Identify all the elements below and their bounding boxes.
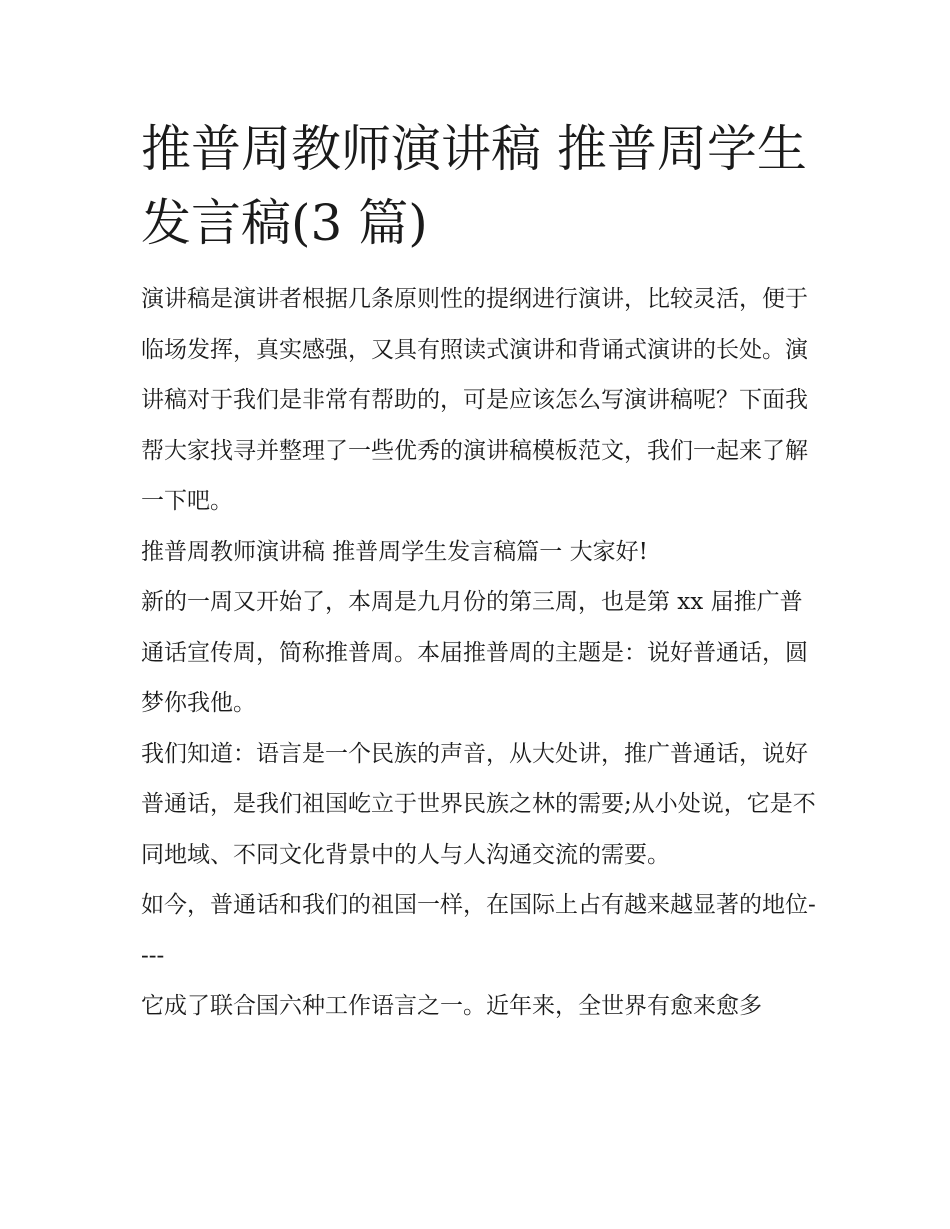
document-page bbox=[141, 112, 821, 1032]
title-line-1: 推普周教师演讲稿 推普周学生 bbox=[141, 120, 807, 178]
paragraph-week: 新的一周又开始了，本周是九月份的第三周，也是第 xx 届推广普通话宣传周，简称推普周。本届推普周的主题是：说好普通话，圆梦你我他。 bbox=[141, 589, 808, 716]
paragraph-language: 我们知道：语言是一个民族的声音，从大处讲，推广普通话，说好普通话，是我们祖国屹立于世界民族之林的需要;从小处说，它是不同地域、不同文化背景中的人与人沟通交流的需要。 bbox=[141, 740, 816, 868]
paragraph-greeting: 推普周教师演讲稿 推普周学生发言稿篇一 大家好! bbox=[141, 538, 648, 565]
paragraph-intro: 演讲稿是演讲者根据几条原则性的提纲进行演讲，比较灵活，便于临场发挥，真实感强，又具有照读式演讲和背诵式演讲的长处。演讲稿对于我们是非常有帮助的，可是应该怎么写演讲稿呢？下面我帮大家找寻并整理了一些优秀的演讲稿模板范文，我们一起来了解一下吧。 bbox=[141, 286, 808, 514]
paragraph-status: 如今，普通话和我们的祖国一样，在国际上占有越来越显著的地位---- bbox=[141, 892, 816, 969]
document-title bbox=[141, 112, 821, 260]
paragraph-un: 它成了联合国六种工作语言之一。近年来，全世界有愈来愈多 bbox=[141, 993, 762, 1019]
title-line-2: 发言稿(3 篇) bbox=[141, 194, 428, 252]
